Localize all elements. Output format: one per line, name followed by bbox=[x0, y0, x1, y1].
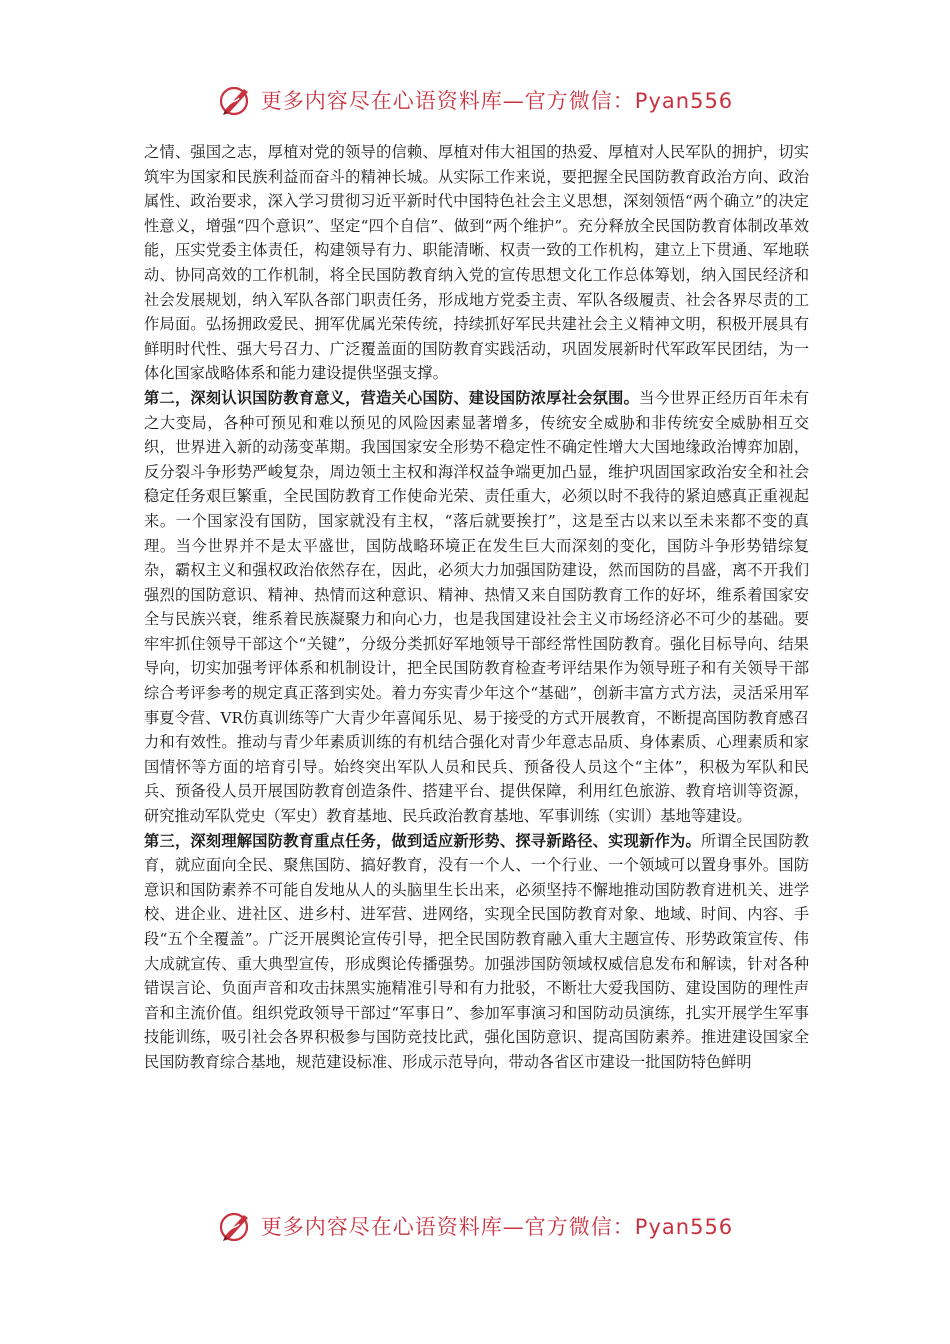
pen-logo-icon bbox=[217, 1208, 253, 1244]
pen-logo-icon bbox=[217, 82, 253, 118]
paragraph-3 bbox=[144, 829, 809, 1075]
paragraph-3-heading: 第三，深刻理解国防教育重点任务，做到适应新形势、探寻新路径、实现新作为。 bbox=[144, 831, 701, 850]
paragraph-3-text: 所谓全民国防教育，就应面向全民、聚焦国防、搞好教育，没有一个人、一个行业、一个领域可以置身事外。国防意识和国防素养不可能自发地从人的头脑里生长出来，必须坚持不懈地推动国防教育进机关、进学校、进企业、进社区、进乡村、进军营、进网络，实现全民国防教育对象、地域、时间、内容、手段“五个全覆盖”。广泛开展舆论宣传引导，把全民国防教育融入重大主题宣传、形势政策宣传、伟大成就宣传、重大典型宣传，形成舆论传播强势。加强涉国防领域权威信息发布和解读，针对各种错误言论、负面声音和攻击抹黑实施精准引导和有力批驳，不断壮大爱我国防、建设国防的理性声音和主流价值。组织党政领导干部过“军事日”、参加军事演习和国防动员演练，扎实开展学生军事技能训练，吸引社会各界积极参与国防竞技比武，强化国防意识、提高国防素养。推进建设国家全民国防教育综合基地，规范建设标准、形成示范导向，带动各省区市建设一批国防特色鲜明 bbox=[144, 831, 810, 1071]
document-body bbox=[144, 140, 809, 1075]
footer-banner-text: 更多内容尽在心语资料库—官方微信：Pyan556 bbox=[260, 1215, 734, 1239]
footer-banner bbox=[0, 1208, 950, 1244]
header-banner bbox=[0, 82, 950, 118]
paragraph-2 bbox=[144, 386, 809, 829]
paragraph-2-heading: 第二，深刻认识国防教育意义，营造关心国防、建设国防浓厚社会氛围。 bbox=[144, 388, 640, 407]
header-banner-text: 更多内容尽在心语资料库—官方微信：Pyan556 bbox=[260, 89, 734, 113]
paragraph-2-text: 当今世界正经历百年未有之大变局，各种可预见和难以预见的风险因素显著增多，传统安全威胁和非传统安全威胁相互交织，世界进入新的动荡变革期。我国国家安全形势不稳定性不确定性增大大国地缘政治博弈加剧，反分裂斗争形势严峻复杂，周边领土主权和海洋权益争端更加凸显，维护巩固国家政治安全和社会稳定任务艰巨繁重，全民国防教育工作使命光荣、责任重大，必须以时不我待的紧迫感真正重视起来。一个国家没有国防，国家就没有主权，“落后就要挨打”，这是至古以来以至未来都不变的真理。当今世界并不是太平盛世，国防战略环境正在发生巨大而深刻的变化，国防斗争形势错综复杂，霸权主义和强权政治依然存在，因此，必须大力加强国防建设，然而国防的昌盛，离不开我们强烈的国防意识、精神、热情而这种意识、精神、热情又来自国防教育工作的好坏，维系着国家安全与民族兴衰，维系着民族凝聚力和向心力，也是我国建设社会主义市场经济必不可少的基础。要牢牢抓住领导干部这个“关键”，分级分类抓好军地领导干部经常性国防教育。强化目标导向、结果导向，切实加强考评体系和机制设计，把全民国防教育检查考评结果作为领导班子和有关领导干部综合考评参考的规定真正落到实处。着力夯实青少年这个“基础”，创新丰富方式方法，灵活采用军事夏令营、VR仿真训练等广大青少年喜闻乐见、易于接受的方式开展教育，不断提高国防教育感召力和有效性。推动与青少年素质训练的有机结合强化对青少年意志品质、身体素质、心理素质和家国情怀等方面的培育引导。始终突出军队人员和民兵、预备役人员这个“主体”，积极为军队和民兵、预备役人员开展国防教育创造条件、搭建平台、提供保障，利用红色旅游、教育培训等资源，研究推动军队党史（军史）教育基地、民兵政治教育基地、军事训练（实训）基地等建设。 bbox=[144, 388, 810, 826]
paragraph-1: 之情、强国之志，厚植对党的领导的信赖、厚植对伟大祖国的热爱、厚植对人民军队的拥护，切实筑牢为国家和民族利益而奋斗的精神长城。从实际工作来说，要把握全民国防教育政治方向、政治属性、政治要求，深入学习贯彻习近平新时代中国特色社会主义思想，深刻领悟“两个确立”的决定性意义，增强“四个意识”、坚定“四个自信”、做到“两个维护”。充分释放全民国防教育体制改革效能，压实党委主体责任，构建领导有力、职能清晰、权责一致的工作机构，建立上下贯通、军地联动、协同高效的工作机制，将全民国防教育纳入党的宣传思想文化工作总体筹划，纳入国民经济和社会发展规划，纳入军队各部门职责任务，形成地方党委主责、军队各级履责、社会各界尽责的工作局面。弘扬拥政爱民、拥军优属光荣传统，持续抓好军民共建社会主义精神文明，积极开展具有鲜明时代性、强大号召力、广泛覆盖面的国防教育实践活动，巩固发展新时代军政军民团结，为一体化国家战略体系和能力建设提供坚强支撑。 bbox=[144, 143, 809, 383]
